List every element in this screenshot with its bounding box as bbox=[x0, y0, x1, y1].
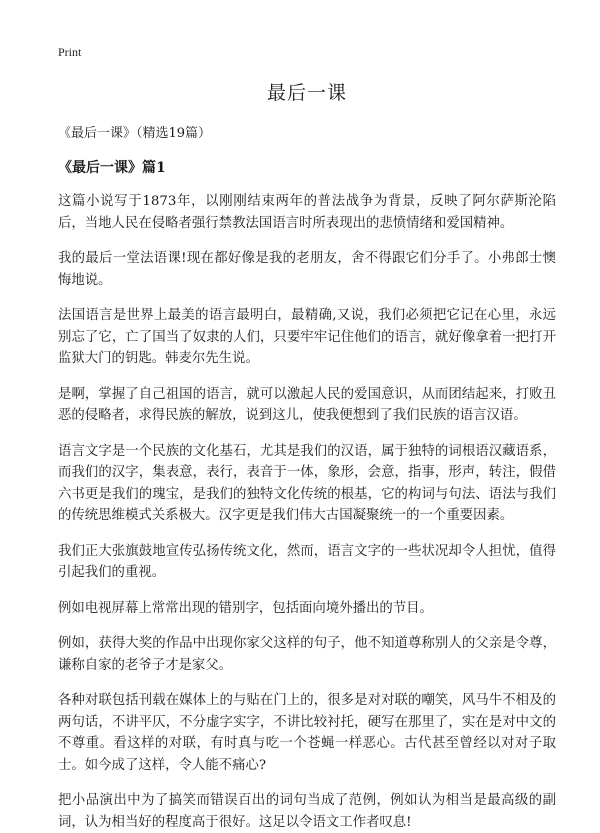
paragraph: 是啊，掌握了自己祖国的语言，就可以激起人民的爱国意识，从而团结起来，打败丑恶的侵略者，求得民族的解放，说到这儿，使我便想到了我们民族的语言汉语。 bbox=[58, 386, 556, 423]
document-subtitle: 《最后一课》（精选19篇） bbox=[58, 126, 212, 141]
paragraph: 法国语言是世界上最美的语言最明白，最精确,又说，我们必须把它记在心里，永远别忘了它，亡了国当了奴隶的人们，只要牢牢记住他们的语言，就好像拿着一把打开监狱大门的钥匙。韩麦尔先生说。 bbox=[58, 308, 556, 366]
document-title: 最后一课 bbox=[266, 82, 347, 104]
paragraph: 我的最后一堂法语课!现在都好像是我的老朋友，舍不得跟它们分手了。小弗郎士懊悔地说。 bbox=[58, 251, 556, 288]
section-heading: 《最后一课》篇1 bbox=[58, 160, 166, 176]
paragraph: 例如电视屏幕上常常出现的错别字，包括面向境外播出的节目。 bbox=[58, 600, 433, 616]
paragraph: 例如，获得大奖的作品中出现你家父这样的句子，他不知道尊称别人的父亲是令尊，谦称自家的老爷子才是家父。 bbox=[58, 636, 556, 673]
paragraph: 这篇小说写于1873年，以刚刚结束两年的普法战争为背景，反映了阿尔萨斯沦陷后，当地人民在侵略者强行禁教法国语言时所表现出的悲愤情绪和爱国精神。 bbox=[58, 194, 556, 231]
print-link[interactable]: Print bbox=[58, 45, 82, 59]
paragraph: 各种对联包括刊载在媒体上的与贴在门上的，很多是对对联的嘲笑，风马牛不相及的两句话，不讲平仄，不分虚字实字，不讲比较衬托，硬写在那里了，实在是对中文的不尊重。看这样的对联，有时真与吃一个苍蝇一样恶心。古代甚至曾经以对对子取士。如今成了这样，令人能不痛心? bbox=[58, 693, 556, 773]
paragraph: 我们正大张旗鼓地宣传弘扬传统文化，然而，语言文字的一些状况却令人担忧，值得引起我们的重视。 bbox=[58, 543, 556, 580]
paragraph: 把小品演出中为了搞笑而错误百出的词句当成了范例，例如认为相当是最高级的副词，认为相当好的程度高于很好。这足以令语文工作者叹息! bbox=[58, 793, 556, 830]
paragraph: 语言文字是一个民族的文化基石，尤其是我们的汉语，属于独特的词根语汉藏语系，而我们的汉字，集表意，表行，表音于一体，象形，会意，指事，形声，转注，假借六书更是我们的瑰宝，是我们的独特文化传统的根基，它的构词与句法、语法与我们的传统思维模式关系极大。汉字更是我们伟大古国凝聚统一的一个重要因素。 bbox=[58, 443, 556, 523]
